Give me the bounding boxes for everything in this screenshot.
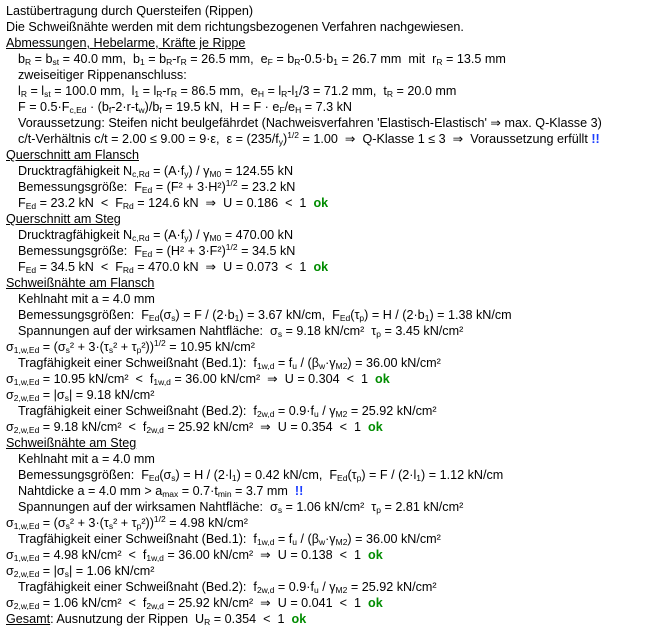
- value: 26.5 mm,: [201, 52, 254, 66]
- flange-weld-capacity1-line: Tragfähigkeit einer Schweißnaht (Bed.1): $f_{1w,d} = f_u / (\beta_w\cdot\gamma_{M2}) = 36.00$ kN/cm²: [18, 356, 441, 371]
- value: 40.0 mm,: [73, 52, 126, 66]
- flange-weld-sigma2-line: $\sigma_{2,w,Ed} = |\sigma_s| = 9.18$ kN/cm²: [6, 388, 155, 403]
- flange-weld-capacity2-line: Tragfähigkeit einer Schweißnaht (Bed.2): $f_{2w,d} = 0.9\cdot f_u / \gamma_{M2} = 25.92$ kN/cm²: [18, 404, 437, 419]
- value: 23.2 kN: [251, 180, 296, 194]
- value: 124.55 kN: [235, 164, 294, 178]
- value: 4.0 mm: [98, 484, 141, 498]
- value: 0.354: [301, 420, 333, 434]
- value: 25.92 kN/cm²: [178, 596, 254, 610]
- value: 26.7 mm: [352, 52, 402, 66]
- total-label: Gesamt: [6, 612, 51, 626]
- value: 36.00 kN/cm²: [178, 548, 254, 562]
- value: 0.304: [308, 372, 340, 386]
- web-capacity-line: Drucktragfähigkeit $N_{c,Rd} = (A\cdot f_y) / \gamma_{M0} = 470.00$ kN: [18, 228, 294, 243]
- web-weld-design-line: Bemessungsgrößen: $F_{Ed}(\sigma_s) = H / (2\cdot l_1) = 0.42$ kN/cm, $F_{Ed}(\tau_p) = F / (2\cdot l_1) = 1.12$ kN/cm: [18, 468, 504, 483]
- ok-label: ok: [368, 596, 383, 610]
- value: Q-Klasse 1 ≤ 3: [362, 132, 446, 146]
- flange-weld-heading: Schweißnähte am Flansch: [6, 276, 155, 290]
- value: 1.38 kN/cm: [447, 308, 512, 322]
- value: 36.00 kN/cm²: [365, 356, 441, 370]
- total-line: Gesamt: Ausnutzung der Rippen $U_R = 0.354 < 1$ ok: [6, 612, 307, 627]
- flange-weld-check1-line: $\sigma_{1,w,Ed} = 10.95$ $kN/cm^2 < f_{1w,d} = 36.00$ kN/cm² ⇒ U = 0.304 < 1 ok: [6, 372, 390, 387]
- value: 13.5 mm: [456, 52, 506, 66]
- value: 0.041: [301, 596, 333, 610]
- assumption-text: Voraussetzung: Steifen nicht beulgefährdet (Nachweisverfahren 'Elastisch-Elastisch': [18, 116, 487, 130]
- flange-weld-stress-line: Spannungen auf der wirksamen Nahtfläche: $\sigma_s = 9.18$ kN/cm² $\tau_p = 3.45$ kN/cm²: [18, 324, 464, 339]
- value: 25.92 kN/cm²: [361, 404, 437, 418]
- warning-mark: !!: [294, 484, 304, 498]
- value: 10.95 kN/cm²: [53, 372, 129, 386]
- value: 10.95 kN/cm²: [180, 340, 255, 354]
- value: 1.12 kN/cm: [439, 468, 504, 482]
- ok-label: ok: [368, 420, 383, 434]
- web-weld-sigma2-line: $\sigma_{2,w,Ed} = |\sigma_s| = 1.06$ kN/cm²: [6, 564, 155, 579]
- value: 86.5 mm,: [191, 84, 244, 98]
- flange-capacity-line: Drucktragfähigkeit $N_{c,Rd} = (A\cdot f_y) / \gamma_{M0} = 124.55$ kN: [18, 164, 294, 179]
- dimensions-line-1: $b_R = b_{st} = 40.0$ mm, $b_1 = b_R-r_R = 26.5$ mm, $e_F = b_R-0.5\cdot b_1 = 26.7$ mm mit $r_R = 13.5$ mm: [18, 52, 506, 67]
- value: 2.00 ≤ 9.00 = 9·ε,: [121, 132, 220, 146]
- flange-weld-design-line: Bemessungsgrößen: $F_{Ed}(\sigma_s) = F / (2\cdot b_1) = 3.67$ kN/cm, $F_{Ed}(\tau_p) = H / (2\cdot b_1) = 1.38$ kN/cm: [18, 308, 512, 323]
- value: 9.18 kN/cm²: [53, 420, 122, 434]
- flange-weld-throat: Kehlnaht mit a = 4.0 mm: [18, 292, 155, 306]
- assumption-line: Voraussetzung: Steifen nicht beulgefährdet (Nachweisverfahren 'Elastisch-Elastisch' ⇒ max. Q-Klasse 3): [18, 116, 602, 130]
- dimensions-heading: Abmessungen, Hebelarme, Kräfte je Rippe: [6, 36, 246, 50]
- ok-label: ok: [313, 196, 329, 210]
- value: 36.00 kN/cm²: [365, 532, 441, 546]
- ok-label: ok: [368, 548, 383, 562]
- value: 1.06 kN/cm²: [296, 500, 365, 514]
- ok-label: ok: [375, 372, 390, 386]
- web-check-line: $F_{Ed} = 34.5$ kN < $F_{Rd} = 470.0$ kN ⇒ U = 0.073 < 1 ok: [18, 260, 329, 275]
- dimensions-line-2: $l_R = l_{st} = 100.0$ mm, $l_1 = l_R-r_R = 86.5$ mm, $e_H = l_R-l_1/3 = 71.2$ mm, $t_R = 20.0$ mm: [18, 84, 457, 99]
- value: 124.6 kN: [148, 196, 199, 210]
- flange-weld-sigma1-line: $\sigma_{1,w,Ed} = (\sigma_s^2 + 3\cdot(\tau_s^2 + \tau_p^2))^{1/2} = 10.95$ kN/cm²: [6, 338, 255, 355]
- value: 34.5 kN: [251, 244, 296, 258]
- web-weld-throat: Kehlnaht mit a = 4.0 mm: [18, 452, 155, 466]
- value: 4.98 kN/cm²: [180, 516, 248, 530]
- flange-check-line: $F_{Ed} = 23.2$ kN < $F_{Rd} = 124.6$ kN ⇒ U = 0.186 < 1 ok: [18, 196, 329, 211]
- value: 25.92 kN/cm²: [178, 420, 254, 434]
- web-weld-sigma1-line: $\sigma_{1,w,Ed} = (\sigma_s^2 + 3\cdot(\tau_s^2 + \tau_p^2))^{1/2} = 4.98$ kN/cm²: [6, 514, 248, 531]
- value: 3.67 kN/cm,: [257, 308, 326, 322]
- web-design-line: Bemessungsgröße: $F_{Ed} = (H^2 + 3\cdot F^2)^{1/2} = 34.5$ kN: [18, 242, 296, 259]
- value: 23.2 kN: [50, 196, 94, 210]
- warning-mark: !!: [591, 132, 600, 146]
- web-weld-capacity2-line: Tragfähigkeit einer Schweißnaht (Bed.2): $f_{2w,d} = 0.9\cdot f_u / \gamma_{M2} = 25.92$ kN/cm²: [18, 580, 437, 595]
- value: 1.06 kN/cm²: [86, 564, 155, 578]
- web-weld-check2-line: $\sigma_{2,w,Ed} = 1.06$ $kN/cm^2 < f_{2w,d} = 25.92$ kN/cm² ⇒ U = 0.041 < 1 ok: [6, 596, 383, 611]
- total-value: 0.354: [224, 612, 257, 626]
- value: 3.45 kN/cm²: [395, 324, 464, 338]
- value: 0.42 kN/cm,: [255, 468, 323, 482]
- value: 470.00 kN: [235, 228, 294, 242]
- flange-weld-check2-line: $\sigma_{2,w,Ed} = 9.18$ $kN/cm^2 < f_{2w,d} = 25.92$ kN/cm² ⇒ U = 0.354 < 1 ok: [6, 420, 383, 435]
- value: 71.2 mm,: [323, 84, 377, 98]
- document-title: Lastübertragung durch Quersteifen (Rippen): [6, 4, 254, 18]
- flange-section-heading: Querschnitt am Flansch: [6, 148, 139, 162]
- value: 25.92 kN/cm²: [361, 580, 437, 594]
- force-line: $F = 0.5\cdot F_{c,Ed} \cdot (b_f-2\cdot r-t_w)/b_f = 19.5$ kN, $H = F \cdot e_F/e_H = 7.3$ kN: [18, 100, 352, 115]
- total-text: : Ausnutzung der Rippen: [50, 612, 189, 626]
- web-weld-stress-line: Spannungen auf der wirksamen Nahtfläche: $\sigma_s = 1.06$ kN/cm² $\tau_p = 2.81$ kN/cm²: [18, 500, 464, 515]
- value: 9.18 kN/cm²: [86, 388, 155, 402]
- value: 100.0 mm,: [65, 84, 125, 98]
- two-sided-text: zweiseitiger Rippenanschluss:: [18, 68, 187, 82]
- value: 34.5 kN: [50, 260, 94, 274]
- value: 0.138: [301, 548, 333, 562]
- ct-ratio-line: c/t-Verhältnis c/t = 2.00 ≤ 9.00 = 9·ε, $\varepsilon = (235/f_y)^{1/2} = 1.00$ ⇒ Q-Klasse 1 ≤ 3 ⇒ Voraussetzung erfüllt !!: [18, 130, 600, 147]
- q-class-text: max. Q-Klasse 3): [504, 116, 602, 130]
- ok-label: ok: [313, 260, 329, 274]
- value: 19.5 kN,: [176, 100, 223, 114]
- value: 470.0 kN: [148, 260, 199, 274]
- ok-label: ok: [291, 612, 307, 626]
- value: 3.7 mm: [245, 484, 288, 498]
- intro-text: Die Schweißnähte werden mit dem richtungsbezogenen Verfahren nachgewiesen.: [6, 20, 464, 34]
- value: Voraussetzung erfüllt: [470, 132, 588, 146]
- value: 4.98 kN/cm²: [53, 548, 122, 562]
- web-weld-check1-line: $\sigma_{1,w,Ed} = 4.98$ $kN/cm^2 < f_{1w,d} = 36.00$ kN/cm² ⇒ U = 0.138 < 1 ok: [6, 548, 383, 563]
- value: 1.00: [313, 132, 338, 146]
- web-weld-heading: Schweißnähte am Steg: [6, 436, 137, 450]
- web-weld-thickness-line: Nahtdicke a = 4.0 mm > $a_{max} = 0.7\cdot t_{min} = 3.7$ mm !!: [18, 484, 304, 499]
- value: 9.18 kN/cm²: [296, 324, 365, 338]
- value: 20.0 mm: [407, 84, 457, 98]
- value: 7.3 kN: [315, 100, 352, 114]
- value: 0.073: [246, 260, 279, 274]
- flange-design-line: Bemessungsgröße: $F_{Ed} = (F^2 + 3\cdot H^2)^{1/2} = 23.2$ kN: [18, 178, 296, 195]
- value: 36.00 kN/cm²: [185, 372, 261, 386]
- value: 1.06 kN/cm²: [53, 596, 122, 610]
- web-section-heading: Querschnitt am Steg: [6, 212, 121, 226]
- web-weld-capacity1-line: Tragfähigkeit einer Schweißnaht (Bed.1): $f_{1w,d} = f_u / (\beta_w\cdot\gamma_{M2}) = 36.00$ kN/cm²: [18, 532, 441, 547]
- value: 0.186: [246, 196, 279, 210]
- value: 2.81 kN/cm²: [395, 500, 464, 514]
